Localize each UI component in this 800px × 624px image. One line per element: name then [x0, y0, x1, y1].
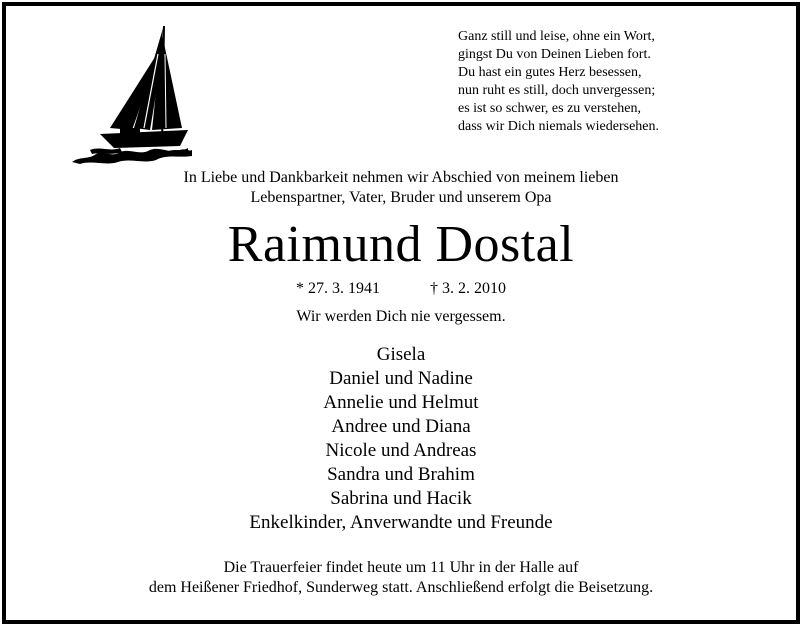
obituary-notice: [2, 2, 800, 624]
mourner-name: Gisela: [376, 344, 426, 365]
poem-verse: [458, 28, 788, 136]
poem-line: dass wir Dich niemals wiedersehen.: [458, 119, 659, 134]
mourner-name: Andree und Diana: [331, 416, 471, 437]
mourner-name: Sandra und Brahim: [327, 464, 475, 485]
remembrance-line: Wir werden Dich nie vergessem.: [296, 308, 506, 325]
poem-line: nun ruht es still, doch unvergessen;: [458, 83, 656, 98]
sailboat-icon: [70, 24, 194, 166]
notice-line: dem Heißener Friedhof, Sunderweg statt. Anschließend erfolgt die Beisetzung.: [148, 579, 654, 596]
birth-date: * 27. 3. 1941: [296, 280, 380, 297]
poem-line: Du hast ein gutes Herz besessen,: [458, 65, 642, 80]
mourner-name: Enkelkinder, Anverwandte und Freunde: [249, 512, 553, 533]
death-date: † 3. 2. 2010: [430, 280, 506, 297]
intro-line: Lebenspartner, Vater, Bruder und unserem Opa: [250, 189, 552, 206]
intro-text: [6, 168, 796, 208]
poem-line: Ganz still und leise, ohne ein Wort,: [458, 29, 655, 44]
funeral-notice: [6, 558, 796, 598]
deceased-name: Raimund Dostal: [227, 216, 575, 273]
poem-line: es ist so schwer, es zu verstehen,: [458, 101, 641, 116]
mourner-name: Sabrina und Hacik: [330, 488, 472, 509]
mourner-name: Annelie und Helmut: [323, 392, 479, 413]
mourners-list: [6, 343, 796, 535]
poem-line: gingst Du von Deinen Lieben fort.: [458, 47, 651, 62]
life-dates: [6, 278, 796, 300]
mourner-name: Daniel und Nadine: [329, 368, 473, 389]
mourner-name: Nicole und Andreas: [325, 440, 477, 461]
intro-line: In Liebe und Dankbarkeit nehmen wir Abschied von meinem lieben: [183, 169, 619, 186]
notice-line: Die Trauerfeier findet heute um 11 Uhr in der Halle auf: [223, 559, 579, 576]
